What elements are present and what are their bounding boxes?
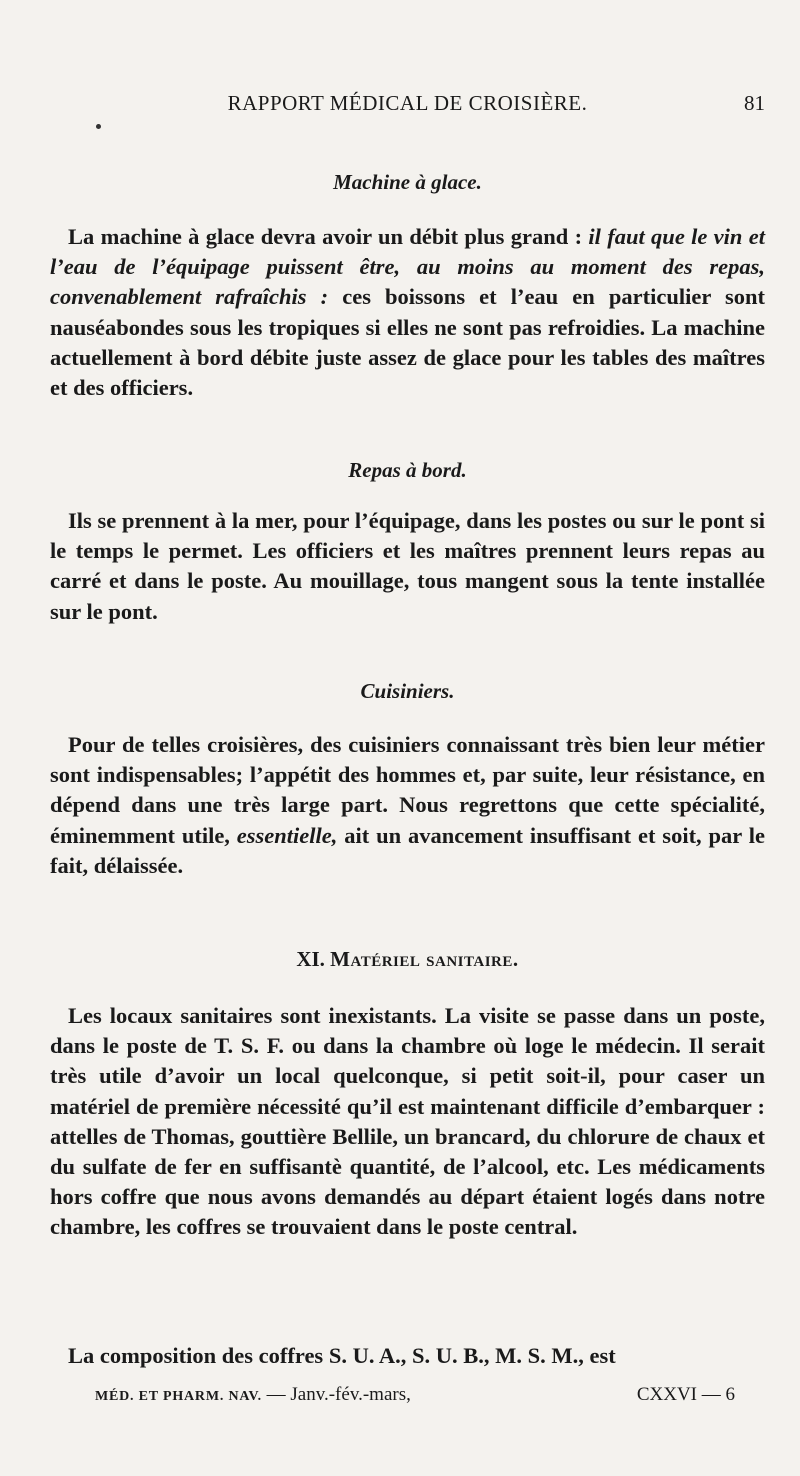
italic-run: il faut que le vin et l’eau de l’équipage puissent être, au moins au moment des repas, convenablement rafraîchis : (50, 224, 765, 310)
footer-issue: Janv.-fév.-mars, (290, 1384, 411, 1405)
text-run: ait un avancement insuffisant et soit, par le fait, délaissée. (50, 822, 765, 878)
footer-dash: — (261, 1384, 291, 1405)
text-run: La machine à glace devra avoir un débit plus grand : (68, 224, 589, 249)
paragraph-machine (50, 222, 765, 403)
italic-run: essentielle, (236, 822, 338, 848)
footer-citation (95, 1380, 411, 1412)
section-heading-cuisiniers: Cuisiniers. (360, 679, 455, 703)
text-run: ces boissons et l’eau en particulier sont nauséabondes sous les tropiques si elles ne sont pas refroidies. La machine actuellement à bord débite juste assez de glace pour les tables des maîtres et des officiers. (50, 284, 765, 401)
chapter-numeral: XI. (296, 947, 325, 971)
paragraph-composition: La composition des coffres S. U. A., S. U. B., M. S. M., est (68, 1343, 616, 1368)
paragraph-materiel: Les locaux sanitaires sont inexistants. La visite se passe dans un poste, dans le poste de T. S. F. ou dans la chambre où loge le médecin. Il serait très utile d’avoir un local quelconque, si petit soit-il, pour caser un matériel de première nécessité qu’il est maintenant difficile d’embarquer : attelles de Thomas, gouttière Bellile, un brancard, du chlorure de chaux et du sulfate de fer en suffisantè quantité, de l’alcool, etc. Les médicaments hors coffre que nous avons demandés au départ étaient logés dans notre chambre, les coffres se trouvaient dans le poste central. (50, 1003, 765, 1240)
page-footer (95, 1380, 735, 1410)
section-heading-repas: Repas à bord. (348, 458, 467, 482)
running-title: RAPPORT MÉDICAL DE CROISIÈRE. (227, 91, 588, 115)
section-heading-machine: Machine à glace. (333, 170, 482, 194)
running-header (50, 88, 765, 118)
chapter-title: Matériel sanitaire. (330, 947, 519, 971)
paragraph-repas: Ils se prennent à la mer, pour l’équipage, dans les postes ou sur le pont si le temps le permet. Les officiers et les maîtres prennent leurs repas au carré et dans le poste. Au mouillage, tous mangent sous la tente installée sur le pont. (50, 508, 765, 624)
footer-journal: MÉD. ET PHARM. NAV. (95, 1389, 262, 1404)
text-run: Pour de telles croisières, des cuisiniers connaissant très bien leur métier sont indispensables; l’appétit des hommes et, par suite, leur résistance, en dépend dans une très large part. Nous regrettons que cette spécialité, éminemment utile, (50, 732, 765, 848)
page-number: 81 (744, 91, 765, 115)
chapter-heading (50, 944, 765, 974)
ink-dot (96, 124, 101, 129)
footer-volume: CXXVI — 6 (636, 1384, 735, 1405)
paragraph-cuisiniers (50, 730, 765, 881)
